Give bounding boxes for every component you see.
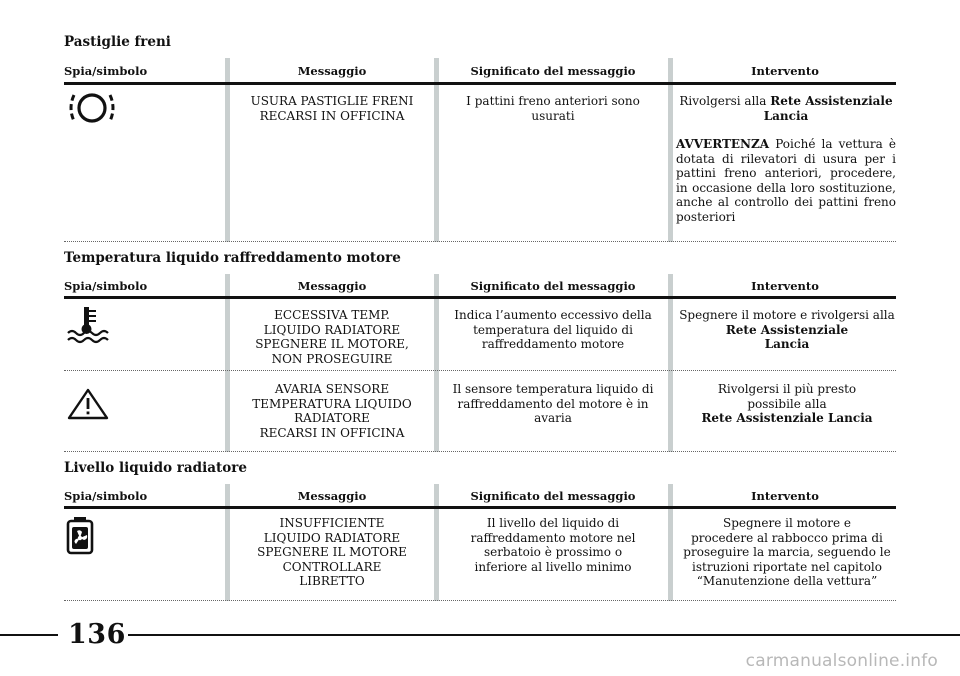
meaning-line: Indica l’aumento eccessivo della [454, 308, 652, 322]
section-title: Pastiglie freni [64, 34, 171, 50]
message-cell [230, 94, 434, 123]
message-line: RADIATORE [294, 411, 370, 426]
action-line: Spegnere il motore e rivolgersi alla [679, 308, 895, 322]
meaning-line: temperatura del liquido di [473, 322, 633, 337]
message-cell [230, 308, 434, 366]
watermark: carmanualsonline.info [745, 651, 938, 671]
footer-rule-right [128, 634, 960, 636]
action-line: Spegnere il motore e [722, 516, 852, 530]
meaning-line: Il sensore temperatura liquido di [452, 382, 654, 396]
col-header-action: Intervento [751, 279, 819, 293]
meaning-line: Il livello del liquido di [486, 516, 620, 530]
action-cell [676, 382, 898, 426]
meaning-cell [439, 94, 667, 123]
row-separator [64, 600, 896, 601]
meaning-cell [439, 308, 667, 352]
column-divider [668, 274, 673, 452]
message-line: SPEGNERE IL MOTORE [257, 545, 407, 560]
footer-rule-left [0, 634, 58, 636]
brake-pad-wear-icon [66, 88, 118, 132]
message-line: TEMPERATURA LIQUIDO [252, 396, 412, 411]
meaning-line: raffreddamento del motore è in [457, 396, 649, 411]
meaning-line: serbatoio è prossimo o [483, 545, 623, 560]
section-title: Temperatura liquido raffreddamento motore [64, 250, 401, 266]
message-line: RECARSI IN OFFICINA [259, 108, 405, 123]
row-separator [64, 451, 896, 452]
action-bold-line: Lancia [764, 337, 810, 352]
message-line: RECARSI IN OFFICINA [259, 425, 405, 440]
action-line: Rivolgersi il più presto [717, 382, 857, 396]
warning-triangle-icon [66, 388, 110, 424]
warning-text: Poiché la vettura è dotata di rilevatori di usura per i pattini freno anteriori, procedere, in occasione della loro sostituzione, anche al controllo dei pattini freno posteriori [676, 137, 896, 224]
meaning-cell [439, 516, 667, 574]
column-divider [668, 484, 673, 601]
meaning-line: I pattini freno anteriori sono [466, 94, 640, 108]
row-separator [64, 370, 896, 371]
col-header-action: Intervento [751, 64, 819, 78]
message-cell [230, 516, 434, 589]
col-header-symbol: Spia/simbolo [64, 279, 148, 293]
action-line: procedere al rabbocco prima di [691, 530, 883, 545]
section-title: Livello liquido radiatore [64, 460, 247, 476]
meaning-line: usurati [531, 108, 575, 123]
col-header-message: Messaggio [297, 489, 367, 503]
message-line: LIBRETTO [299, 574, 365, 589]
col-header-meaning: Significato del messaggio [470, 489, 636, 503]
message-line: LIQUIDO RADIATORE [263, 322, 401, 337]
message-line: NON PROSEGUIRE [271, 351, 393, 366]
coolant-level-icon [66, 517, 94, 559]
message-line: LIQUIDO RADIATORE [263, 530, 401, 545]
col-header-message: Messaggio [297, 64, 367, 78]
message-line: SPEGNERE IL MOTORE, [255, 337, 409, 352]
header-rule [64, 296, 896, 299]
header-rule [64, 82, 896, 85]
action-line: “Manutenzione della vettura” [696, 574, 878, 589]
meaning-cell [439, 382, 667, 426]
col-header-action: Intervento [751, 489, 819, 503]
action-line: istruzioni riportate nel capitolo [692, 559, 882, 574]
section-coolant-temperature [64, 250, 896, 455]
action-cell [676, 94, 896, 123]
column-divider [668, 58, 673, 242]
message-line: CONTROLLARE [282, 559, 382, 574]
col-header-symbol: Spia/simbolo [64, 489, 148, 503]
col-header-symbol: Spia/simbolo [64, 64, 148, 78]
coolant-temperature-icon [66, 305, 110, 349]
col-header-meaning: Significato del messaggio [470, 279, 636, 293]
warning-note [676, 137, 896, 225]
row-separator [64, 241, 896, 242]
action-bold-line: Rete Assistenziale [725, 322, 849, 337]
message-cell [230, 382, 434, 440]
column-divider [434, 58, 439, 242]
message-line: ECCESSIVA TEMP. [274, 308, 390, 322]
page-number: 136 [68, 619, 126, 650]
column-divider [225, 58, 230, 242]
meaning-line: raffreddamento motore nel [470, 530, 636, 545]
col-header-meaning: Significato del messaggio [470, 64, 636, 78]
message-line: AVARIA SENSORE [274, 382, 390, 396]
action-bold-line: Rete Assistenziale Lancia [701, 411, 873, 426]
header-rule [64, 506, 896, 509]
action-line: possibile alla [747, 396, 827, 411]
col-header-message: Messaggio [297, 279, 367, 293]
action-line: proseguire la marcia, seguendo le [683, 545, 891, 560]
section-brake-pads [64, 34, 896, 244]
meaning-line: raffreddamento motore [481, 337, 625, 352]
message-line: USURA PASTIGLIE FRENI [250, 94, 414, 108]
action-cell [676, 308, 898, 352]
meaning-line: inferiore al livello minimo [474, 559, 632, 574]
action-text: Rivolgersi alla [679, 94, 767, 108]
meaning-line: avaria [534, 411, 572, 426]
action-bold-text: Rete Assistenziale Lancia [763, 94, 893, 123]
message-line: INSUFFICIENTE [279, 516, 385, 530]
warning-label: AVVERTENZA [676, 137, 770, 151]
section-coolant-level [64, 460, 896, 605]
action-cell [676, 516, 898, 589]
